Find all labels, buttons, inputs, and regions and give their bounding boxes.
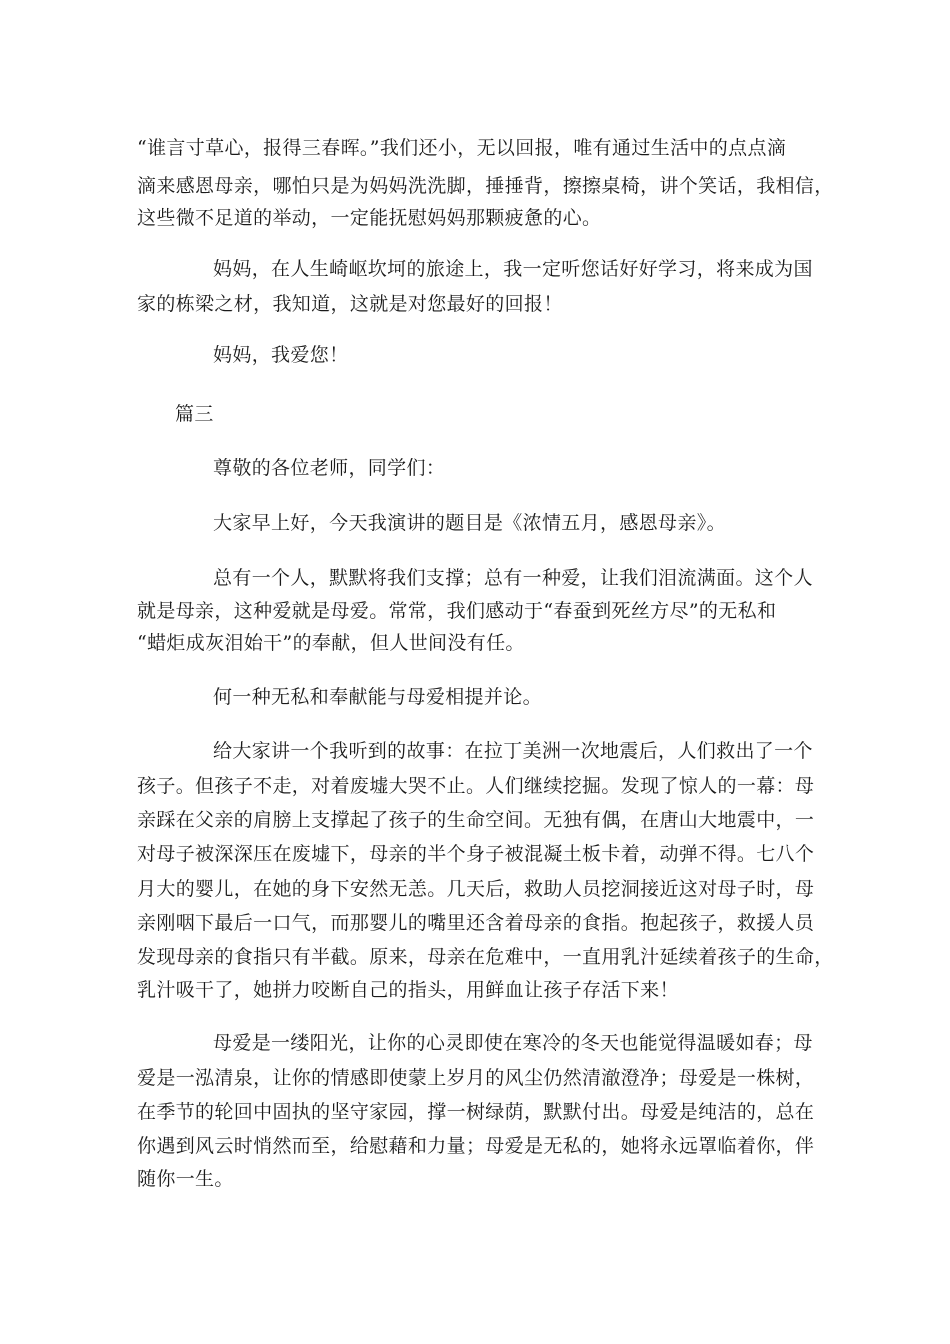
text-line: 对母子被深深压在废墟下，母亲的半个身子被混凝土板卡着，动弹不得。七八个: [137, 843, 815, 865]
text-line: 亲刚咽下最后一口气，而那婴儿的嘴里还含着母亲的食指。抱起孩子，救援人员: [137, 912, 815, 934]
text-line: 在季节的轮回中固执的坚守家园，撑一树绿荫，默默付出。母爱是纯洁的，总在: [137, 1101, 815, 1123]
text-line: “谁言寸草心，报得三春晖。”我们还小，无以回报，唯有通过生活中的点点滴: [137, 137, 787, 159]
text-line: 尊敬的各位老师，同学们：: [213, 457, 446, 479]
text-line: 大家早上好，今天我演讲的题目是《浓情五月，感恩母亲》。: [213, 512, 726, 534]
text-line: 妈妈，在人生崎岖坎坷的旅途上，我一定听您话好好学习，将来成为国: [213, 258, 813, 280]
text-line: 发现母亲的食指只有半截。原来，母亲在危难中，一直用乳汁延续着孩子的生命，: [137, 946, 834, 968]
text-line: 何一种无私和奉献能与母爱相提并论。: [213, 686, 542, 708]
text-line: 这些微不足道的举动，一定能抚慰妈妈那颗疲惫的心。: [137, 207, 602, 229]
text-line: 随你一生。: [137, 1168, 234, 1190]
text-line: 爱是一泓清泉，让你的情感即使蒙上岁月的风尘仍然清澈澄净；母爱是一株树，: [137, 1067, 815, 1089]
text-line: 你遇到风云时悄然而至，给慰藉和力量；母爱是无私的，她将永远罩临着你，伴: [137, 1135, 815, 1157]
text-line: 滴来感恩母亲，哪怕只是为妈妈洗洗脚，捶捶背，擦擦桌椅，讲个笑话，我相信，: [137, 175, 834, 197]
text-line: 孩子。但孩子不走，对着废墟大哭不止。人们继续挖掘。发现了惊人的一幕：母: [137, 775, 815, 797]
text-line: “蜡炬成灰泪始干”的奉献，但人世间没有任。: [137, 632, 525, 654]
section-heading-text: 篇三: [175, 403, 214, 425]
text-line: 家的栋梁之材，我知道，这就是对您最好的回报！: [137, 293, 563, 315]
text-line: 妈妈，我爱您！: [213, 344, 349, 366]
text-line: 母爱是一缕阳光，让你的心灵即使在寒冷的冬天也能觉得温暖如春；母: [213, 1032, 813, 1054]
text-line: 月大的婴儿，在她的身下安然无恙。几天后，救助人员挖洞接近这对母子时，母: [137, 878, 815, 900]
text-line: 亲踩在父亲的肩膀上支撑起了孩子的生命空间。无独有偶，在唐山大地震中，一: [137, 809, 815, 831]
text-line: 总有一个人，默默将我们支撑；总有一种爱，让我们泪流满面。这个人: [213, 567, 813, 589]
text-line: 就是母亲，这种爱就是母爱。常常，我们感动于“春蚕到死丝方尽”的无私和: [137, 600, 777, 622]
text-line: 乳汁吸干了，她拼力咬断自己的指头，用鲜血让孩子存活下来！: [137, 979, 679, 1001]
text-line: 给大家讲一个我听到的故事：在拉丁美洲一次地震后，人们救出了一个: [213, 740, 813, 762]
